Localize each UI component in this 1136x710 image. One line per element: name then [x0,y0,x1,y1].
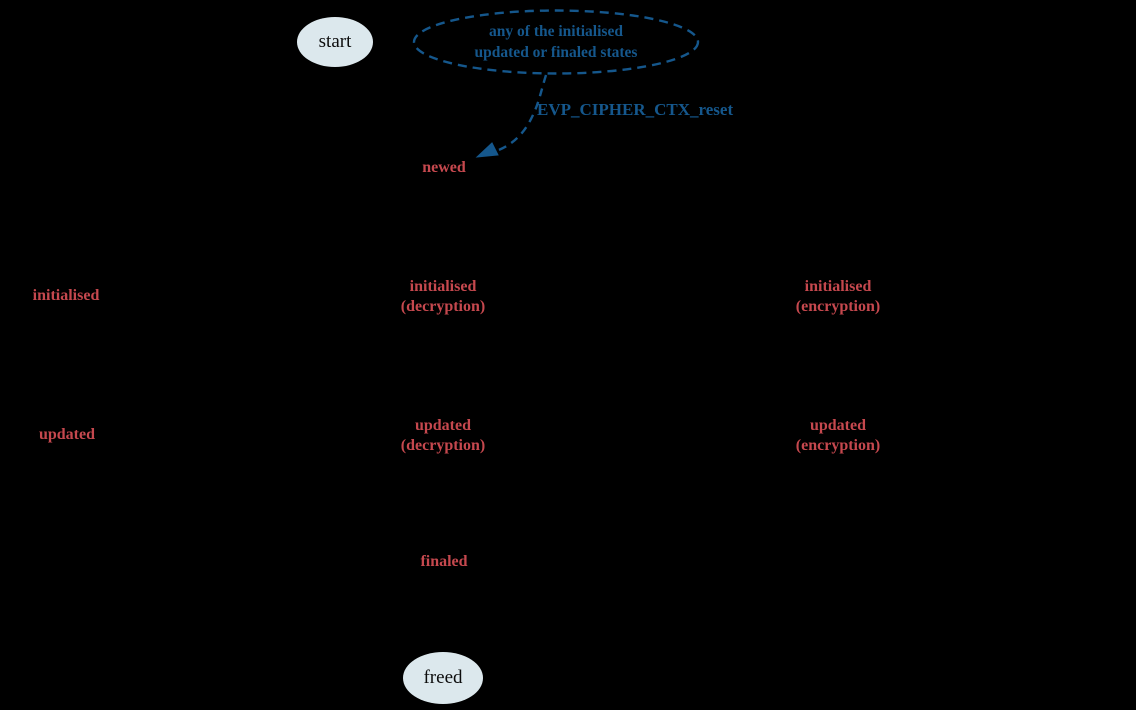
state-initialised-encryption [796,277,880,317]
state-initialised-decryption [401,277,485,317]
terminal-freed-label: freed [423,667,463,688]
state-newed [422,158,466,178]
state-initialised-decryption-line1: initialised [409,278,477,295]
state-updated [39,425,95,445]
terminal-node-freed [403,652,483,704]
state-updated-encryption-line2: (encryption) [795,437,881,454]
state-newed-label: newed [422,159,466,176]
terminal-start-label: start [318,31,352,52]
state-updated-decryption-line2: (decryption) [400,437,486,454]
state-initialised [33,286,100,306]
state-updated-encryption-line1: updated [809,417,867,434]
reset-edge-label: EVP_CIPHER_CTX_reset [537,100,734,119]
terminal-node-start [297,17,373,67]
state-updated-label: updated [38,426,96,443]
state-initialised-label: initialised [32,287,100,304]
state-updated-decryption [401,416,485,456]
reset-source-ellipse-text-line1: any of the initialised [489,23,623,40]
state-updated-decryption-line1: updated [414,417,472,434]
state-initialised-encryption-line1: initialised [804,278,872,295]
state-updated-encryption [796,416,880,456]
reset-source-ellipse-text [475,21,638,63]
state-finaled [420,552,467,572]
state-initialised-encryption-line2: (encryption) [795,298,881,315]
state-initialised-decryption-line2: (decryption) [400,298,486,315]
reset-edge-arrowhead [477,143,498,157]
state-finaled-label: finaled [420,553,468,570]
reset-source-ellipse-text-line2: updated or finaled states [474,44,638,61]
